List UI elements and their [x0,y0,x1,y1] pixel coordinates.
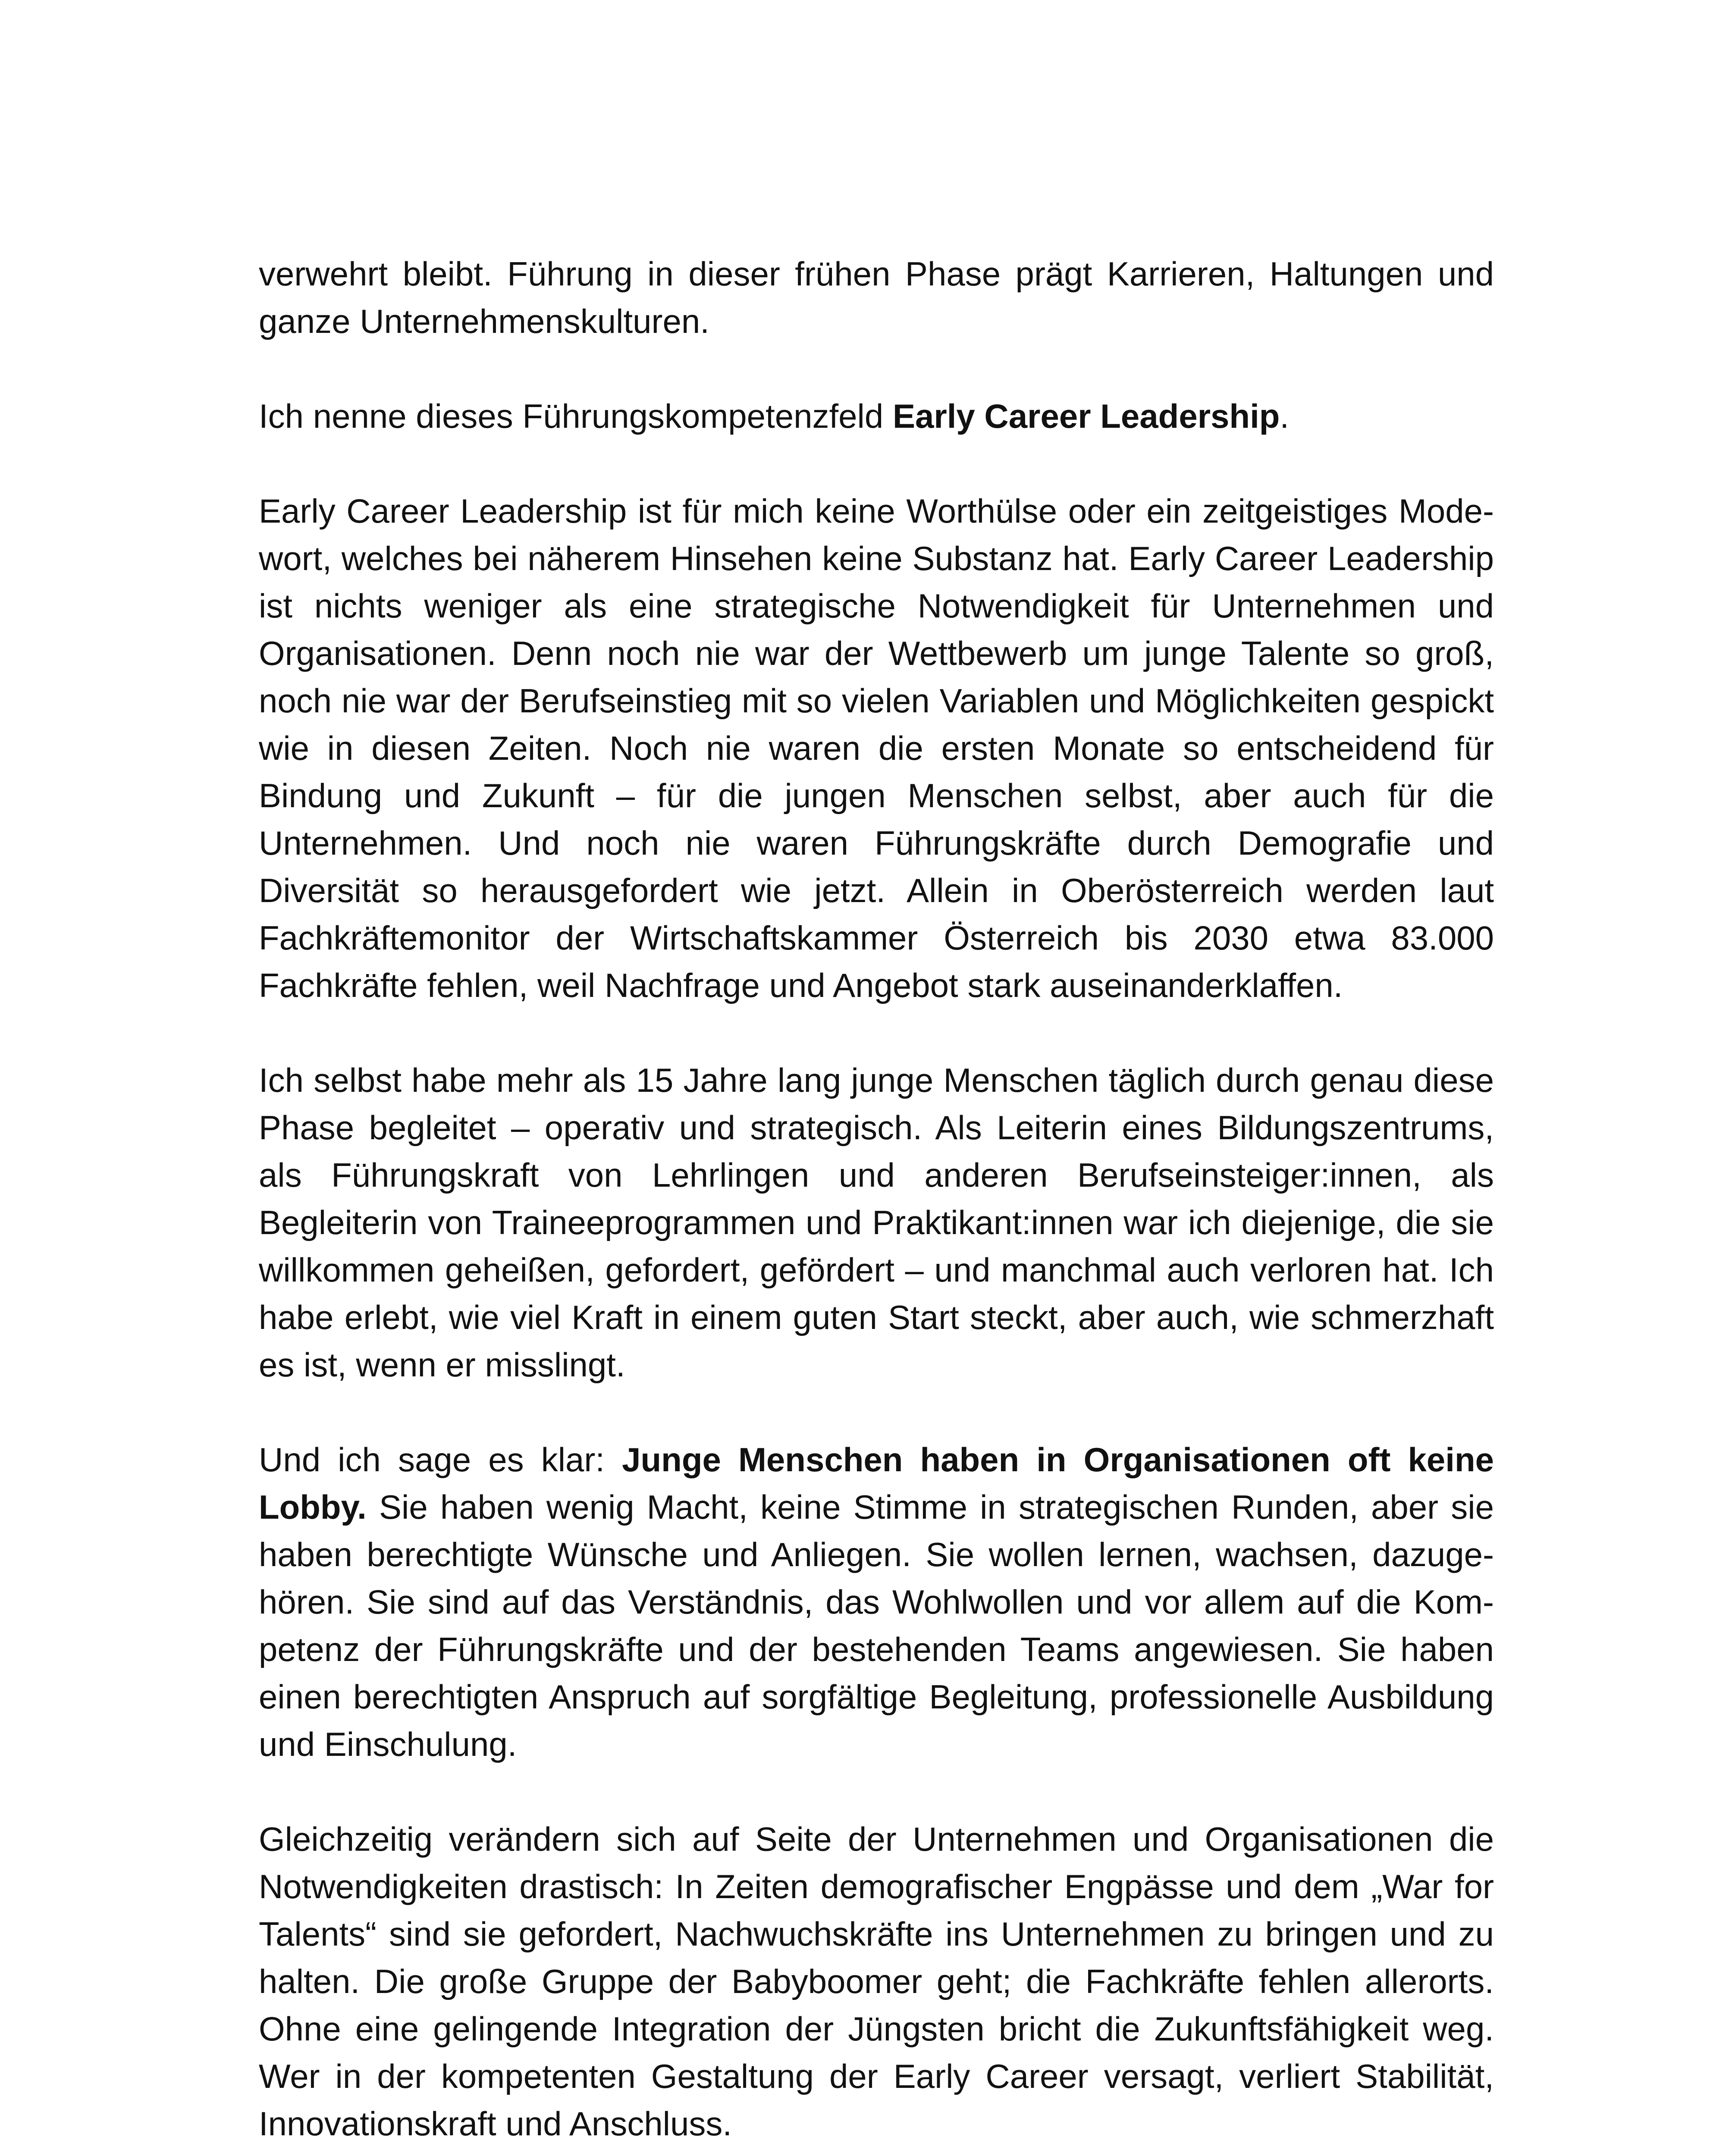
paragraph-text: Gleichzeitig verändern sich auf Seite der Unternehmen und Organisationen die Notwendigkeiten drastisch: In Zeiten demografischer Engpässe und dem „War for Talents“ sind sie gefordert, Nachwuchskräfte ins Unternehmen zu bringen und zu halten. Die große Gruppe der Babyboomer geht; die Fachkräfte fehlen allerorts. Ohne eine gelingende Integration der Jüngsten bricht die Zukunftsfähigkeit weg. Wer in der kompetenten Gestaltung der Early Career versagt, verliert Stabilität, Innovationskraft und Anschluss. [259,1820,1494,2143]
paragraph-no-lobby [259,1436,1494,1768]
paragraph-text: Ich nenne dieses Führungskompetenzfeld [259,397,893,435]
paragraph-text: verwehrt bleibt. Führung in dieser frühen Phase prägt Karrieren, Haltungen und ganze Unternehmenskulturen. [259,255,1494,340]
paragraph-text: Ich selbst habe mehr als 15 Jahre lang junge Menschen täglich durch genau diese Phase begleitet – operativ und strategisch. Als Leiterin eines Bildungszentrums, als Führungskraft von Lehrlingen und anderen Berufseinsteiger:innen, als Begleiterin von Traineeprogrammen und Praktikant:innen war ich diejenige, die sie willkommen geheißen, gefordert, gefördert – und manchmal auch verloren hat. Ich habe erlebt, wie viel Kraft in einem guten Start steckt, aber auch, wie schmerzhaft es ist, wenn er misslingt. [259,1061,1494,1384]
paragraph-text: Sie haben wenig Macht, keine Stimme in strategischen Runden, aber sie haben berechtigte Wünsche und Anliegen. Sie wollen lernen, wachsen, dazugehören. Sie sind auf das Verständnis, das Wohlwollen und vor allem auf die Kompetenz der Führungskräfte und der bestehenden Teams angewiesen. Sie haben einen berechtigten Anspruch auf sorgfältige Begleitung, professionelle Ausbildung und Einschulung. [259,1488,1494,1763]
paragraph-text: . [1280,397,1290,435]
paragraph-text: Early Career Leadership ist für mich keine Worthülse oder ein zeitgeistiges Modewort, welches bei näherem Hinsehen keine Substanz hat. Early Career Leadership ist nichts weniger als eine strategische Notwendigkeit für Unternehmen und Organisationen. Denn noch nie war der Wettbewerb um junge Talente so groß, noch nie war der Berufseinstieg mit so vielen Variablen und Möglichkeiten gespickt wie in diesen Zeiten. Noch nie waren die ersten Monate so entscheidend für Bindung und Zukunft – für die jungen Menschen selbst, aber auch für die Unternehmen. Und noch nie waren Führungskräfte durch Demografie und Diversität so herausgefordert wie jetzt. Allein in Oberösterreich werden laut Fachkräftemonitor der Wirtschaftskammer Österreich bis 2030 etwa 83.000 Fachkräfte fehlen, weil Nachfrage und Angebot stark auseinanderklaffen. [259,492,1494,1004]
paragraph-intro-continuation [259,250,1494,345]
emphasis-term: Early Career Leadership [892,397,1280,435]
emphasis-statement: Junge Menschen haben in Organisationen oft keine Lobby. [259,1441,1494,1526]
paragraph-strategic-necessity [259,487,1494,1009]
paragraph-personal-experience [259,1056,1494,1388]
paragraph-text: Und ich sage es klar: [259,1441,622,1479]
paragraph-definition [259,392,1494,440]
page-body [259,250,1494,2147]
paragraph-organizational-change [259,1815,1494,2147]
